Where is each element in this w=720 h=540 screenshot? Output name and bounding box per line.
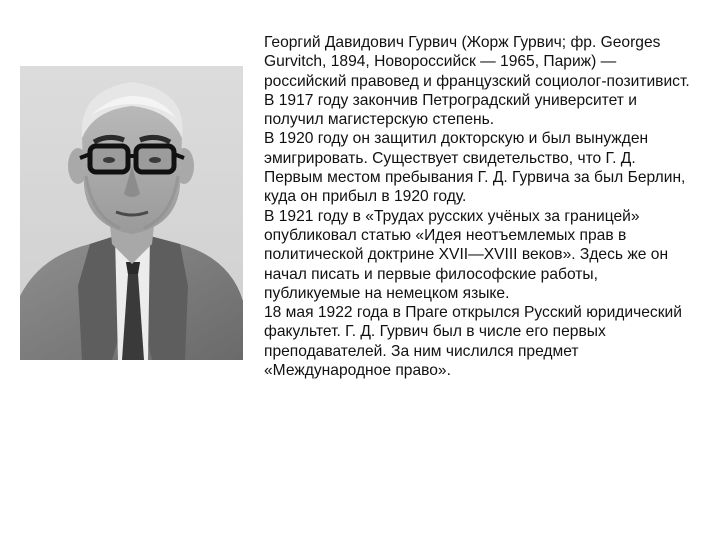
biography-text: [264, 33, 694, 380]
paragraph-1921: В 1921 году в «Трудах русских учёных за границей» опубликовал статью «Идея неотъемлемых прав в политической доктрине XVII—XVIII веков». Здесь же он начал писать и первые философские работы, публикуемые на немецком языке.: [264, 207, 669, 302]
paragraph-intro: Георгий Давидович Гурвич (Жорж Гурвич; фр. Georges Gurvitch, 1894, Новороссийск — 1965, Париж) — российский правовед и французский социолог-позитивист.: [264, 34, 690, 90]
paragraph-1920: В 1920 году он защитил докторскую и был вынужден эмигрировать. Существует свидетельство, что Г. Д.: [264, 130, 649, 167]
portrait-photo: [20, 66, 243, 360]
paragraph-1917: В 1917 году закончив Петроградский университет и получил магистерскую степень.: [264, 91, 637, 129]
paragraph-berlin: Первым местом пребывания Г. Д. Гурвича за был Берлин, куда он прибыл в 1920 году.: [264, 169, 686, 206]
paragraph-1922: 18 мая 1922 года в Праге открылся Русский юридический факультет. Г. Д. Гурвич был в числе его первых преподавателей. За ним числился предмет «Международное право».: [264, 304, 682, 380]
portrait-image: [20, 66, 243, 360]
